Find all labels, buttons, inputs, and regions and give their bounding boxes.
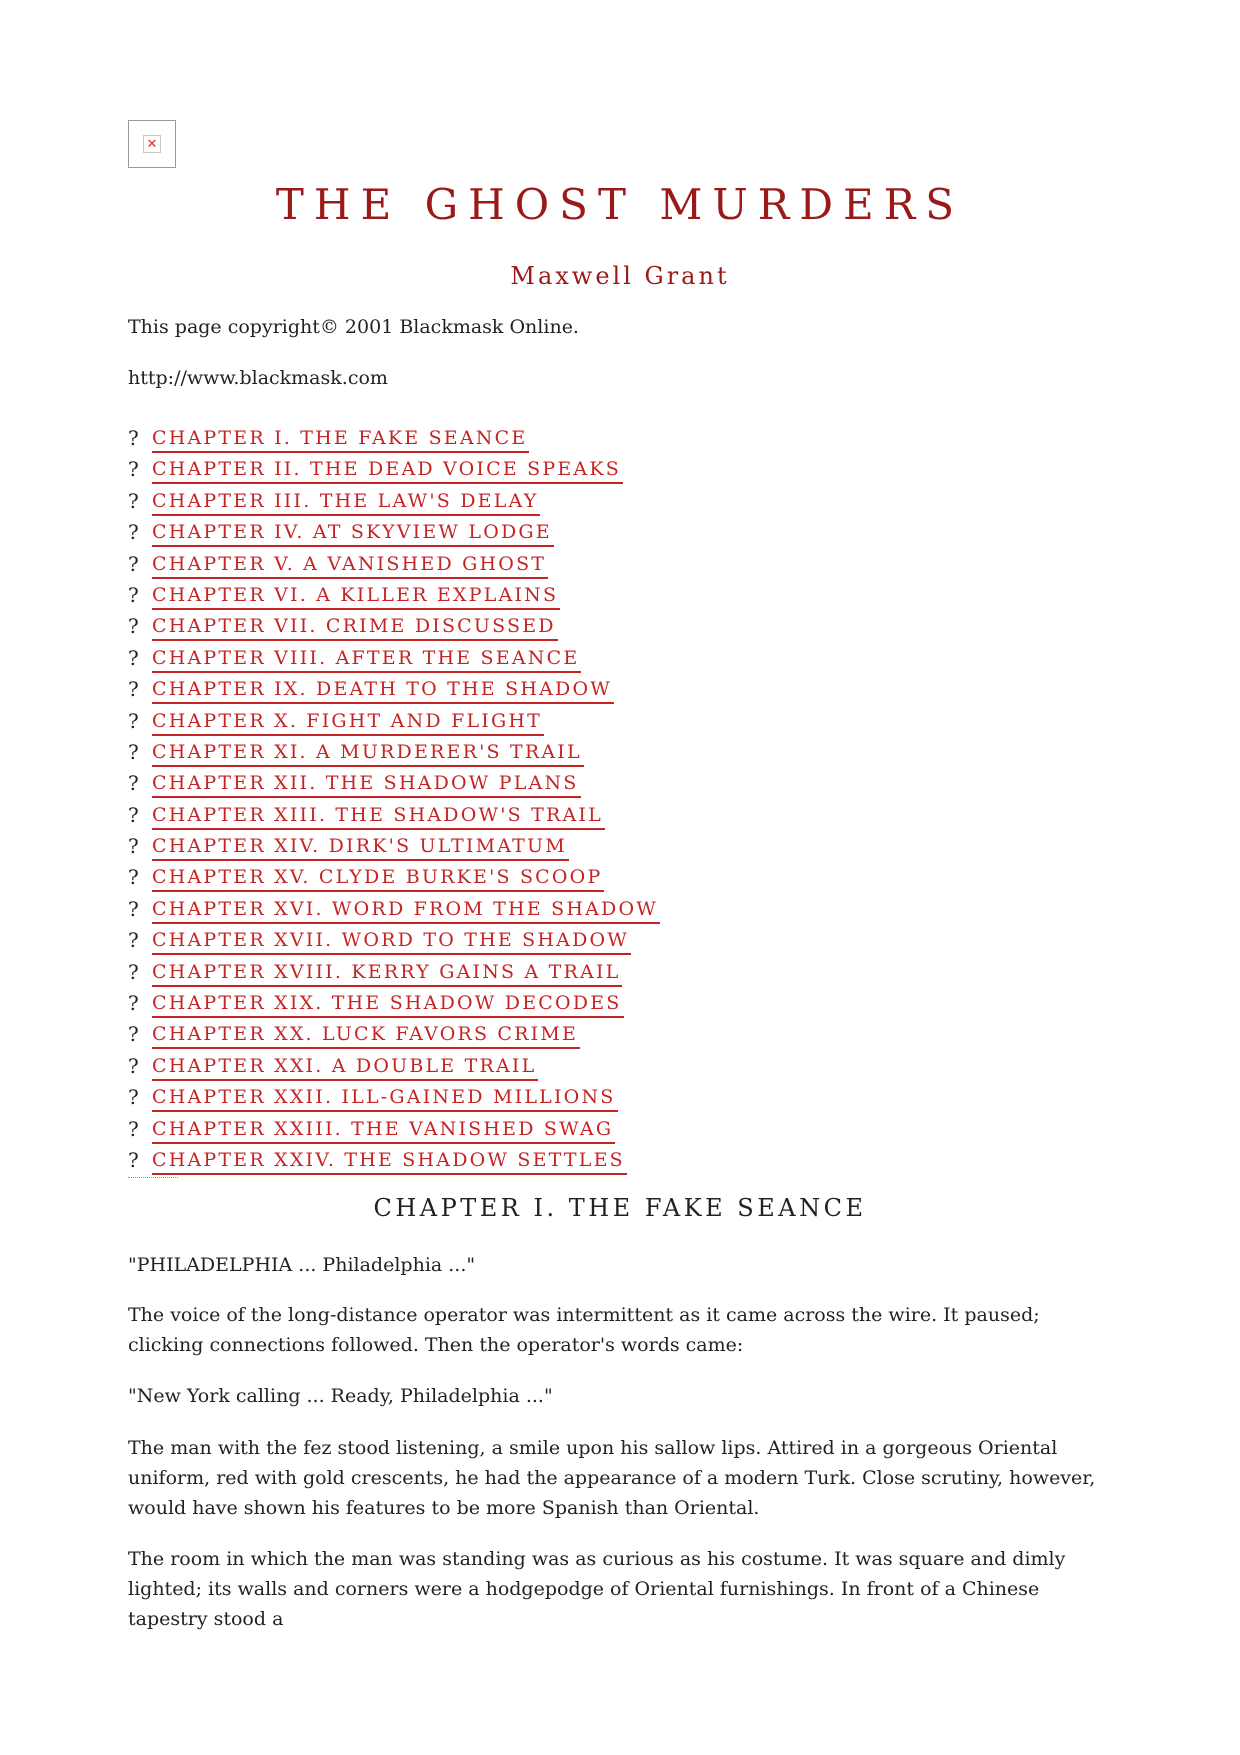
toc-bullet: ? bbox=[128, 677, 139, 702]
toc-bullet: ? bbox=[128, 1053, 139, 1078]
toc-link[interactable]: CHAPTER III. THE LAW'S DELAY bbox=[152, 488, 540, 516]
toc-bullet: ? bbox=[128, 1147, 139, 1172]
toc-link[interactable]: CHAPTER X. FIGHT AND FLIGHT bbox=[152, 708, 544, 736]
toc-bullet: ? bbox=[128, 708, 139, 733]
toc-link[interactable]: CHAPTER VIII. AFTER THE SEANCE bbox=[152, 645, 581, 673]
table-of-contents bbox=[128, 425, 660, 1178]
toc-item bbox=[128, 613, 660, 644]
toc-bullet: ? bbox=[128, 771, 139, 796]
toc-link[interactable]: CHAPTER XX. LUCK FAVORS CRIME bbox=[152, 1021, 580, 1049]
toc-item bbox=[128, 770, 660, 801]
toc-item bbox=[128, 1116, 660, 1147]
toc-link[interactable]: CHAPTER XVII. WORD TO THE SHADOW bbox=[152, 927, 631, 955]
toc-bullet: ? bbox=[128, 1022, 139, 1047]
toc-bullet: ? bbox=[128, 488, 139, 513]
toc-item bbox=[128, 1084, 660, 1115]
toc-item bbox=[128, 456, 660, 487]
toc-bullet: ? bbox=[128, 1116, 139, 1141]
toc-item bbox=[128, 708, 660, 739]
toc-item bbox=[128, 802, 660, 833]
toc-bullet: ? bbox=[128, 865, 139, 890]
toc-item bbox=[128, 1053, 660, 1084]
toc-bullet: ? bbox=[128, 426, 139, 450]
toc-link[interactable]: CHAPTER XVI. WORD FROM THE SHADOW bbox=[152, 896, 660, 924]
chapter-paragraph: The room in which the man was standing was as curious as his costume. It was square and dimly lighted; its walls and corners were a hodgepodge of Oriental furnishings. In front of a Chinese tapestry stood a bbox=[128, 1548, 1066, 1630]
toc-link[interactable]: CHAPTER XV. CLYDE BURKE'S SCOOP bbox=[152, 864, 604, 892]
broken-image-frame bbox=[143, 135, 161, 153]
toc-link[interactable]: CHAPTER XXIII. THE VANISHED SWAG bbox=[152, 1116, 615, 1144]
toc-bullet: ? bbox=[128, 457, 139, 482]
toc-bullet: ? bbox=[128, 1085, 139, 1110]
toc-item bbox=[128, 582, 660, 613]
broken-image-x-icon: ✕ bbox=[146, 136, 158, 152]
toc-item bbox=[128, 1147, 660, 1178]
toc-link[interactable]: CHAPTER XIII. THE SHADOW'S TRAIL bbox=[152, 802, 605, 830]
chapter-heading: CHAPTER I. THE FAKE SEANCE bbox=[373, 1194, 867, 1222]
toc-link[interactable]: CHAPTER VII. CRIME DISCUSSED bbox=[152, 613, 558, 641]
toc-item bbox=[128, 833, 660, 864]
toc-link[interactable]: CHAPTER XI. A MURDERER'S TRAIL bbox=[152, 739, 584, 767]
toc-link[interactable]: CHAPTER IV. AT SKYVIEW LODGE bbox=[152, 519, 554, 547]
toc-item bbox=[128, 645, 660, 676]
toc-bullet: ? bbox=[128, 551, 139, 576]
toc-link[interactable]: CHAPTER XIX. THE SHADOW DECODES bbox=[152, 990, 624, 1018]
toc-item bbox=[128, 927, 660, 958]
toc-item bbox=[128, 1021, 660, 1052]
book-title: THE GHOST MURDERS bbox=[275, 180, 965, 229]
toc-link[interactable]: CHAPTER XII. THE SHADOW PLANS bbox=[152, 770, 581, 798]
toc-item bbox=[128, 488, 660, 519]
book-author: Maxwell Grant bbox=[510, 262, 730, 290]
chapter-paragraph: The man with the fez stood listening, a smile upon his sallow lips. Attired in a gorgeous Oriental uniform, red with gold crescents, he had the appearance of a modern Turk. Close scrutiny, however, would have shown his features to be more Spanish than Oriental. bbox=[128, 1437, 1096, 1519]
copyright-notice: This page copyright© 2001 Blackmask Online. bbox=[128, 316, 579, 338]
toc-link[interactable]: CHAPTER II. THE DEAD VOICE SPEAKS bbox=[152, 456, 623, 484]
chapter-paragraph: "PHILADELPHIA ... Philadelphia ..." bbox=[128, 1254, 476, 1276]
chapter-paragraph: The voice of the long-distance operator was intermittent as it came across the wire. It paused; clicking connections followed. Then the operator's words came: bbox=[128, 1304, 1040, 1356]
toc-link[interactable]: CHAPTER XXI. A DOUBLE TRAIL bbox=[152, 1053, 538, 1081]
toc-bullet: ? bbox=[128, 896, 139, 921]
toc-link[interactable]: CHAPTER IX. DEATH TO THE SHADOW bbox=[152, 676, 614, 704]
toc-item bbox=[128, 896, 660, 927]
toc-item bbox=[128, 519, 660, 550]
toc-link[interactable]: CHAPTER XIV. DIRK'S ULTIMATUM bbox=[152, 833, 569, 861]
toc-link[interactable]: CHAPTER XVIII. KERRY GAINS A TRAIL bbox=[152, 959, 622, 987]
toc-link[interactable]: CHAPTER I. THE FAKE SEANCE bbox=[152, 425, 529, 453]
toc-link[interactable]: CHAPTER XXII. ILL-GAINED MILLIONS bbox=[152, 1084, 618, 1112]
toc-bullet: ? bbox=[128, 959, 139, 984]
toc-bullet: ? bbox=[128, 991, 139, 1016]
toc-bullet: ? bbox=[128, 928, 139, 953]
toc-item bbox=[128, 551, 660, 582]
toc-item bbox=[128, 425, 660, 456]
chapter-paragraph: "New York calling ... Ready, Philadelphia ..." bbox=[128, 1385, 553, 1407]
toc-link[interactable]: CHAPTER XXIV. THE SHADOW SETTLES bbox=[152, 1147, 627, 1175]
toc-bullet: ? bbox=[128, 614, 139, 639]
site-url: http://www.blackmask.com bbox=[128, 367, 388, 389]
toc-bullet: ? bbox=[128, 802, 139, 827]
toc-item bbox=[128, 739, 660, 770]
toc-bullet: ? bbox=[128, 520, 139, 545]
toc-item bbox=[128, 864, 660, 895]
toc-truncated-edge bbox=[128, 1177, 178, 1181]
toc-link[interactable]: CHAPTER VI. A KILLER EXPLAINS bbox=[152, 582, 560, 610]
toc-bullet: ? bbox=[128, 834, 139, 859]
toc-item bbox=[128, 676, 660, 707]
toc-item bbox=[128, 959, 660, 990]
toc-item bbox=[128, 990, 660, 1021]
toc-bullet: ? bbox=[128, 645, 139, 670]
toc-bullet: ? bbox=[128, 739, 139, 764]
broken-image-icon bbox=[128, 120, 176, 168]
toc-bullet: ? bbox=[128, 582, 139, 607]
toc-link[interactable]: CHAPTER V. A VANISHED GHOST bbox=[152, 551, 548, 579]
